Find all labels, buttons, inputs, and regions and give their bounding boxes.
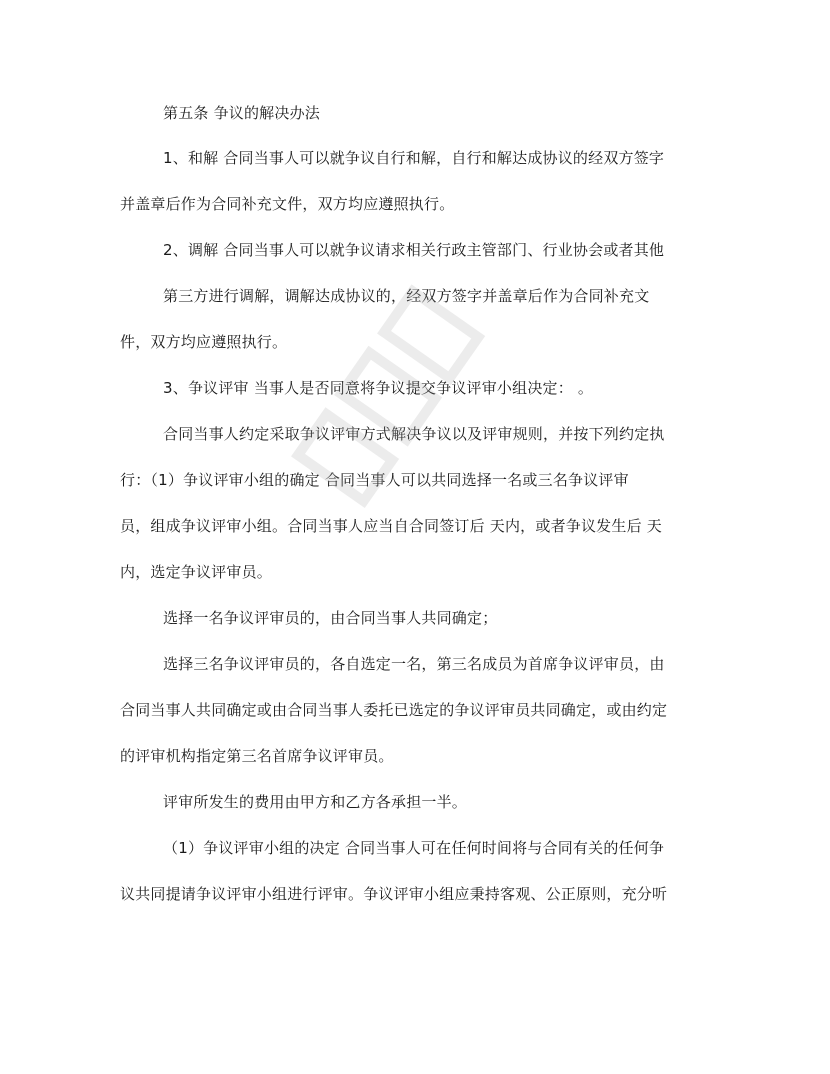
- paragraph-line: 合同当事人共同确定或由合同当事人委托已选定的争议评审员共同确定，或由约定: [120, 701, 668, 719]
- paragraph-line: 2、调解 合同当事人可以就争议请求相关行政主管部门、行业协会或者其他: [163, 241, 665, 259]
- paragraph-line: 选择一名争议评审员的，由合同当事人共同确定；: [163, 609, 498, 627]
- paragraph-line: 员，组成争议评审小组。合同当事人应当自合同签订后 天内，或者争议发生后 天: [120, 517, 662, 535]
- paragraph-line: 第三方进行调解，调解达成协议的，经双方签字并盖章后作为合同补充文: [163, 287, 650, 305]
- article-heading: 第五条 争议的解决办法: [163, 104, 320, 122]
- paragraph-line: 1、和解 合同当事人可以就争议自行和解，自行和解达成协议的经双方签字: [163, 149, 665, 167]
- paragraph-line: 件，双方均应遵照执行。: [120, 333, 288, 351]
- paragraph-line: 并盖章后作为合同补充文件，双方均应遵照执行。: [120, 195, 455, 213]
- paragraph-line: 的评审机构指定第三名首席争议评审员。: [120, 747, 394, 765]
- paragraph-line: 3、争议评审 当事人是否同意将争议提交争议评审小组决定： 。: [163, 379, 594, 397]
- paragraph-line: 行：（1）争议评审小组的确定 合同当事人可以共同选择一名或三名争议评审: [120, 471, 629, 489]
- paragraph-line: 选择三名争议评审员的，各自选定一名，第三名成员为首席争议评审员，由: [163, 655, 665, 673]
- paragraph-line: 议共同提请争议评审小组进行评审。争议评审小组应秉持客观、公正原则，充分听: [120, 885, 668, 903]
- paragraph-line: 评审所发生的费用由甲方和乙方各承担一半。: [163, 793, 468, 811]
- paragraph-line: （1）争议评审小组的决定 合同当事人可在任何时间将与合同有关的任何争: [163, 839, 665, 857]
- paragraph-line: 内，选定争议评审员。: [120, 563, 273, 581]
- paragraph-line: 合同当事人约定采取争议评审方式解决争议以及评审规则，并按下列约定执: [163, 425, 665, 443]
- watermark-logo: [276, 272, 524, 538]
